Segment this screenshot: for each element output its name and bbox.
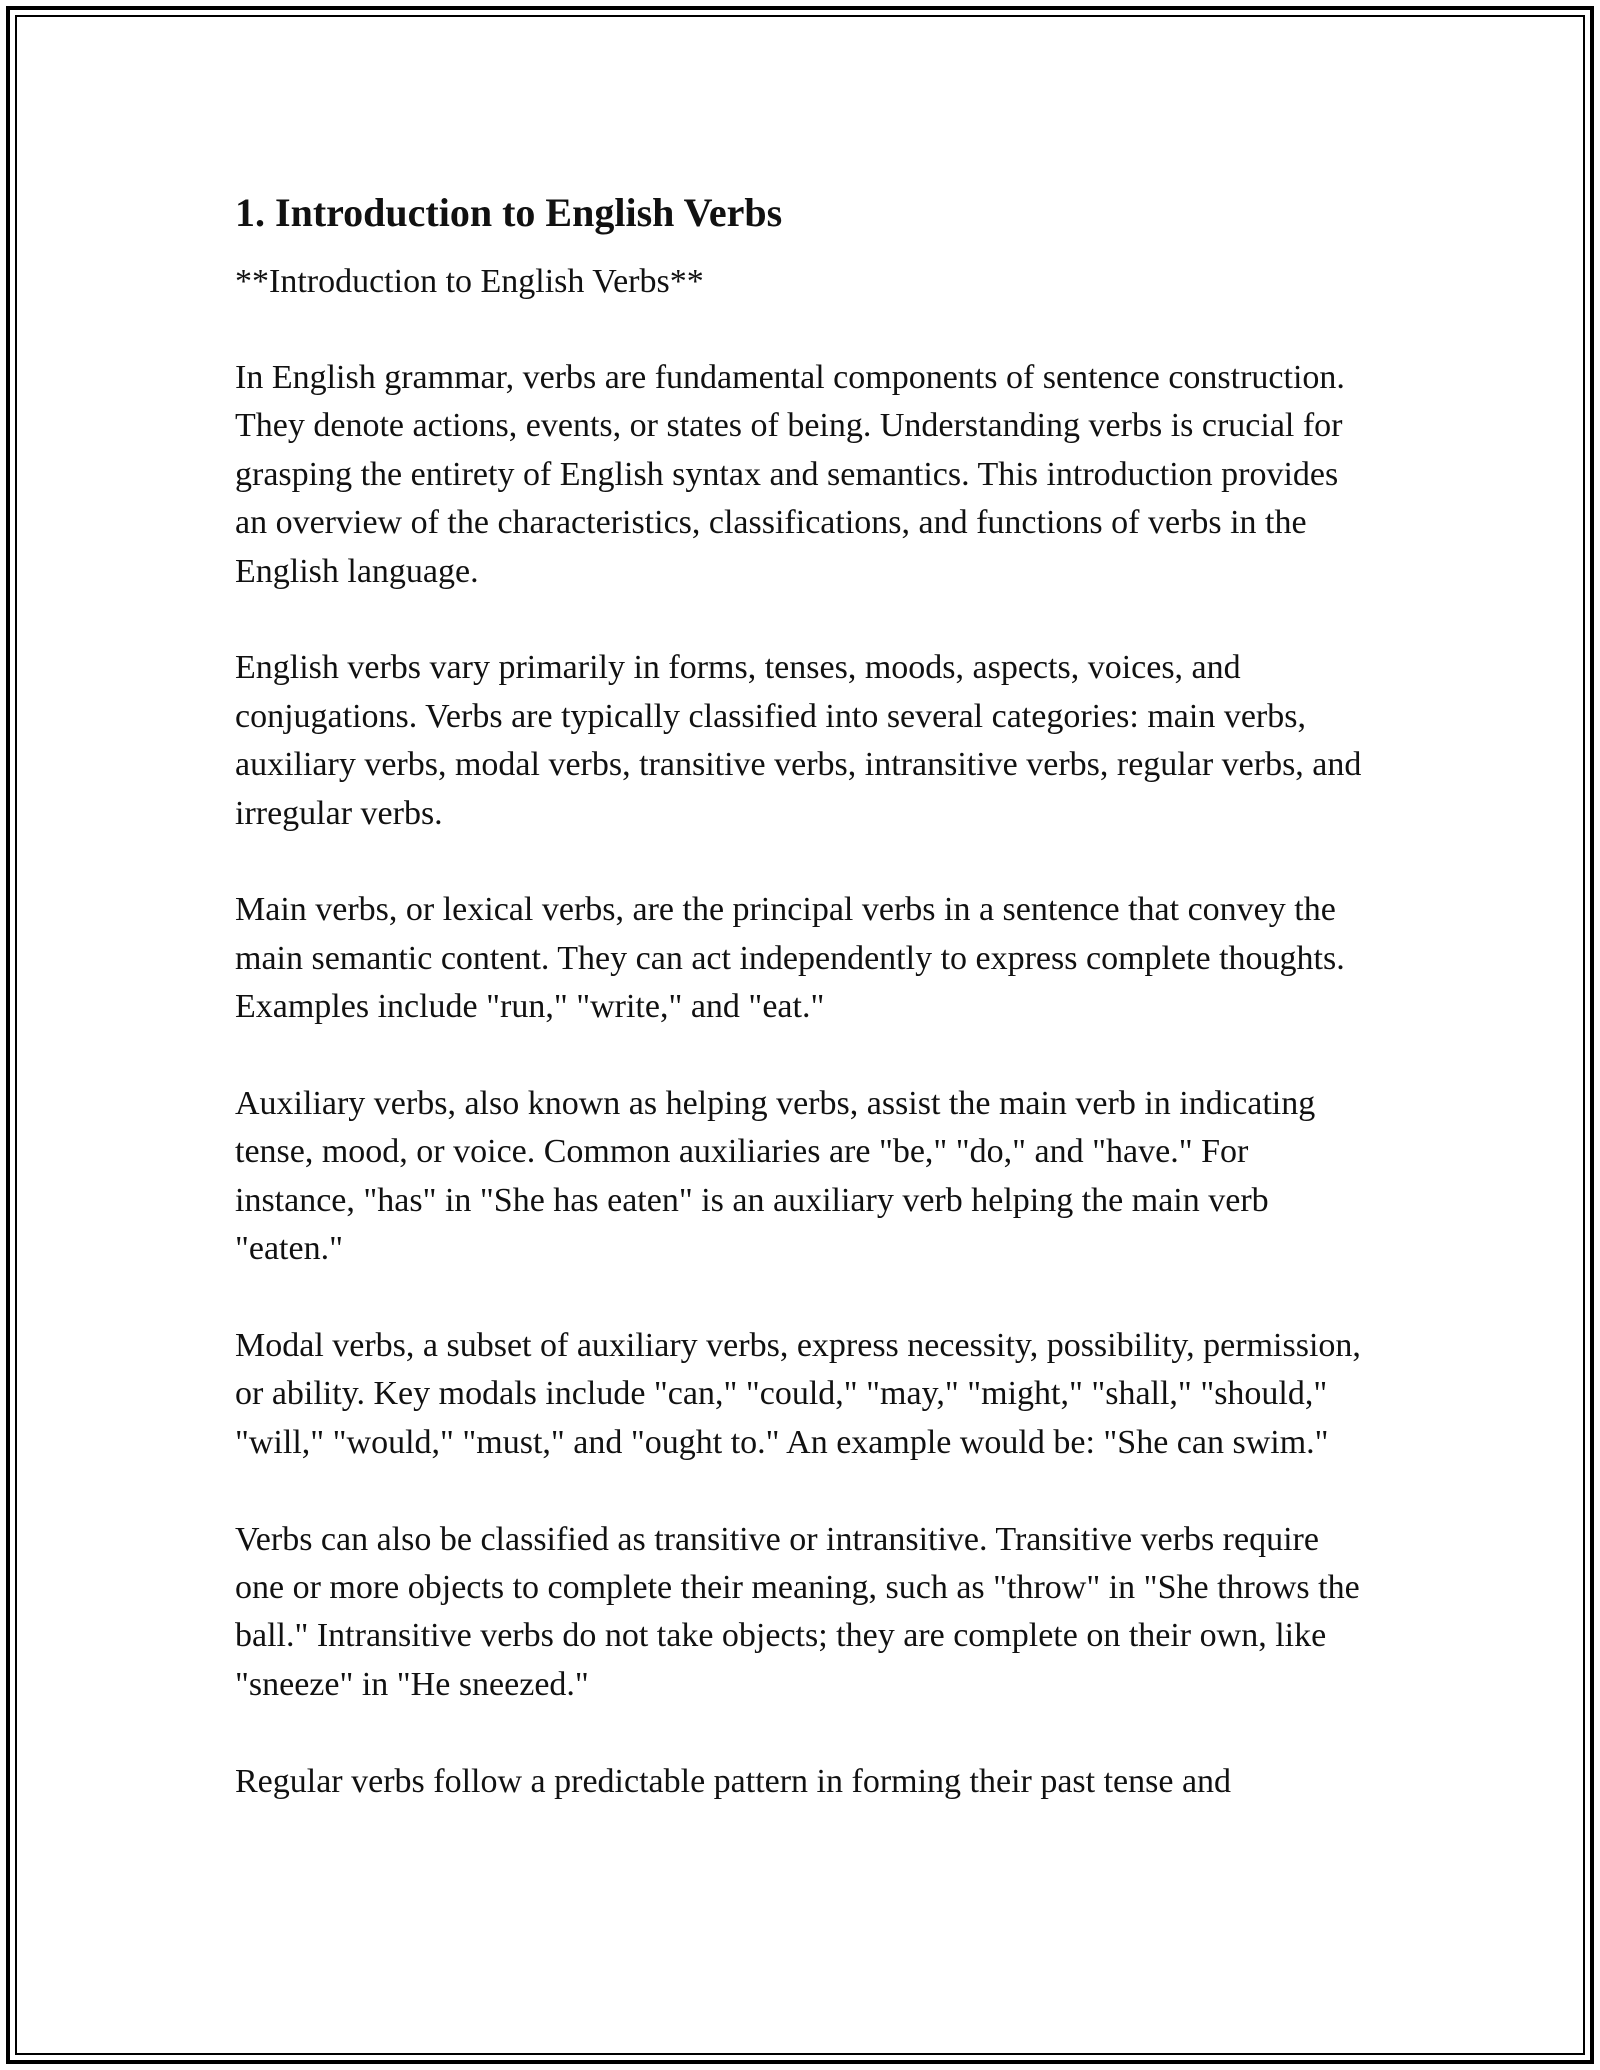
paragraph-transitive-verbs: Verbs can also be classified as transitive or intransitive. Transitive verbs require one or more objects to complete their meaning, such as "throw" in "She throws the ball." Intransitive verbs do not take objects; they are complete on their own, like "sneeze" in "He sneezed." — [235, 1520, 1360, 1703]
paragraph-auxiliary-verbs: Auxiliary verbs, also known as helping verbs, assist the main verb in indicating tense, mood, or voice. Common auxiliaries are "be," "do," and "have." For instance, "has" in "She has eaten" is an auxiliary verb helping the main verb "eaten." — [235, 1085, 1316, 1268]
paragraph-main-verbs: Main verbs, or lexical verbs, are the principal verbs in a sentence that convey the main semantic content. They can act independently to express complete thoughts. Examples include "run," "write," and "eat." — [235, 891, 1345, 1026]
paragraph-modal-verbs: Modal verbs, a subset of auxiliary verbs, express necessity, possibility, permission, or ability. Key modals include "can," "could," "may," "might," "shall," "should," "will," "would," "must," and "ought to." An example would be: "She can swim." — [235, 1327, 1361, 1461]
paragraph-regular-verbs: Regular verbs follow a predictable pattern in forming their past tense and — [235, 1762, 1232, 1800]
paragraph-verb-categories: English verbs vary primarily in forms, tenses, moods, aspects, voices, and conjugations. Verbs are typically classified into several categories: main verbs, auxiliary verbs, modal verbs, transitive verbs, intransitive verbs, regular verbs, and irregular verbs. — [235, 649, 1362, 832]
section-subtitle: **Introduction to English Verbs** — [235, 263, 704, 300]
section-heading: 1. Introduction to English Verbs — [235, 190, 783, 235]
document-body — [235, 186, 1375, 1854]
paragraph-intro: In English grammar, verbs are fundamental components of sentence construction. They denote actions, events, or states of being. Understanding verbs is crucial for grasping the entirety of English syntax and semantics. This introduction provides an overview of the characteristics, classifications, and functions of verbs in the English language. — [235, 359, 1345, 590]
